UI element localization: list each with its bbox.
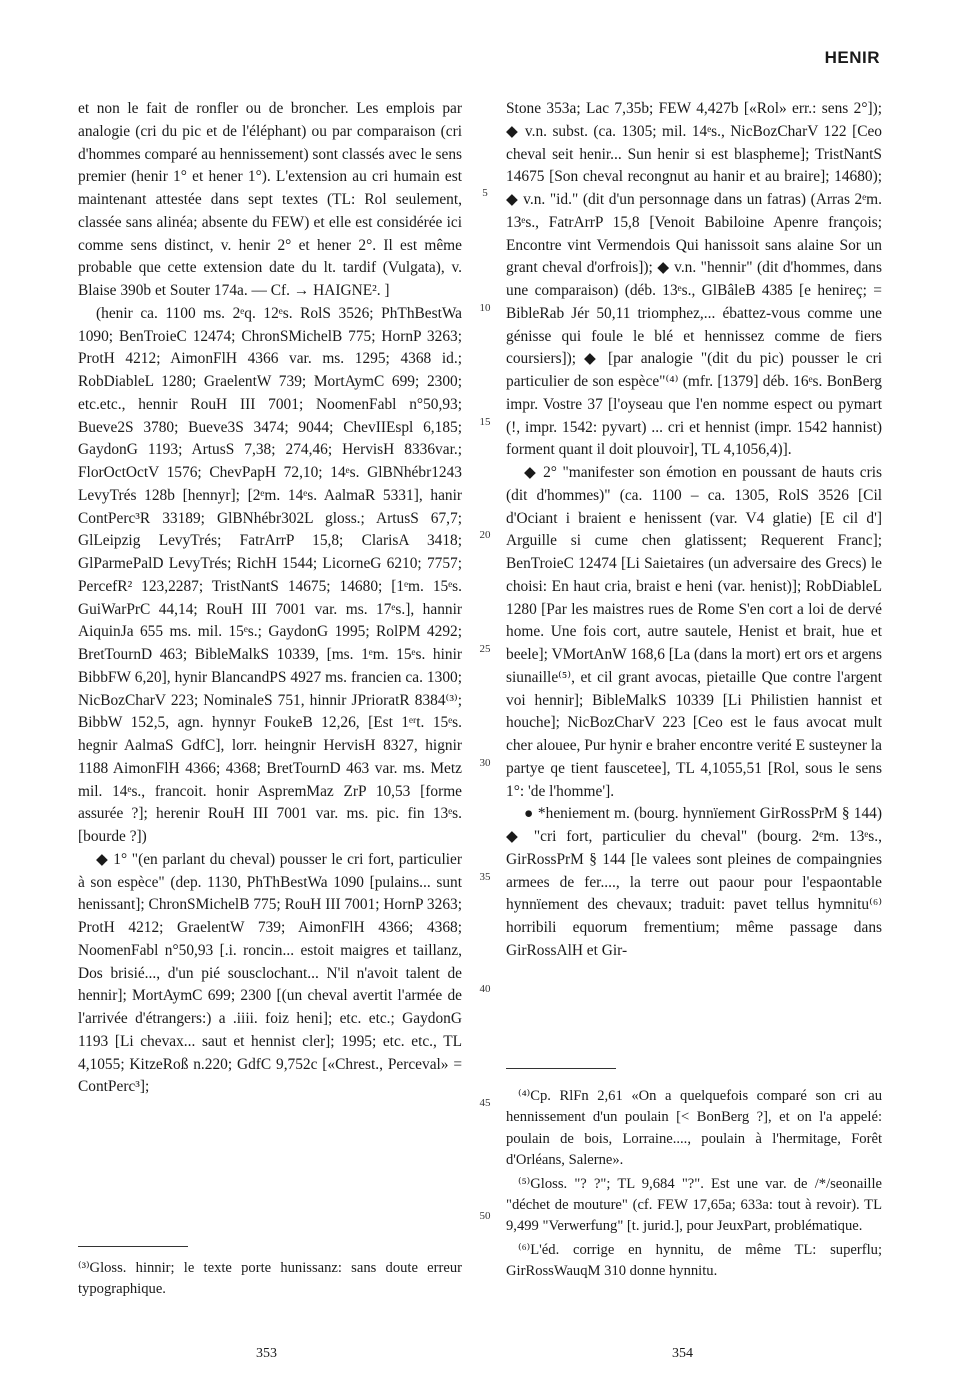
footnote-4: ⁽⁴⁾Cp. RlFn 2,61 «On a quelquefois comparé son cri au hennissement d'un poulain [< BonBerg ?], et on l'a appelé: poulain de bois, Lorraine...., poulain à l'hermitage, Forêt d'Orléans, Salerne».: [506, 1088, 882, 1169]
line-number: 25: [479, 643, 491, 655]
line-number: 20: [479, 529, 491, 541]
right-paragraph-sense-2: ◆ 2° "manifester son émotion en poussant de hauts cris (dit d'hommes)" (ca. 1100 – ca. 1305, RolS 3526 [Cil d'Ociant i braient e henissent (var. V4 glatie) [E cil d'] Arguille si cume chen glatissent; Requerent Franc]; BenTroieC 12474 [Li Saietaires (un adversaire des Grecs) le choisi: En haut cria, braist e heni (var. henist)]; RobDiableL 1280 [Par les maistres rues de Rome S'en cort a loi de dervé home. Une fois cort, autre sautele, Henist et brait, hue et beele]; VMortAnW 168,6 [La (dans la mort) ert ors et argens siunaille⁽⁵⁾, et cil grant avocas, pietaille Que contre l'argent voi hennir]; BibleMalkS 10339 [Li Philistien hannist et houche]; NicBozCharV 223 [Ceo est le faus avocat mult cher alouee, Pur hynir e braher encontre verité E susteyner la partye qe tient fauscetee], TL 4,1055,51 [Rol, sous le sens 1°: 'de l'homme'].: [506, 464, 882, 800]
left-paragraph-sense-1: ◆ 1° "(en parlant du cheval) pousser le cri fort, particulier à son espèce" (dep. 1130, PhThBestWa 1090 [pulains... sunt henissant]; ChronSMichelB 775; RouH III 7001; HornP 3263; ProtH 4212; GraelentW 739; AimonFlH 4366; 4368; NoomenFabl n°50,93 [.i. roncin... estoit maigres et taillanz, Dos brisié..., d'un pié sousclochant... N'il n'avoit talent de hennir]; MortAymC 699; 2300 [(un cheval avertit l'armée de l'arrivée d'étrangers:) a .iiii. foiz heni]; etc. etc.; GaydonG 1193 [Li chevax... saut et hennist cler]; 1995; etc. etc., TL 4,1055; KitzeRoß n.220; GdfC 9,752c [«Chrest., Perceval» = ContPerc³];: [78, 850, 462, 1096]
running-head: HENIR: [824, 48, 880, 67]
line-number: 35: [479, 871, 491, 883]
left-paragraph-intro: et non le fait de ronfler ou de broncher. Les emplois par analogie (cri du pic et de l'éléphant) ou par comparaison (cri d'hommes comparé au hennissement) sont classés avec le sens premier (henir 1° et hener 1°). L'extension au cri humain est maintenant attestée dans sept textes (TL: Rol seulement, classée sans alinéa; absente du FEW) et elle est considérée ici comme sens distinct, v. henir 2° et hener 2°. Il est même probable que cette extension date du lt. tardif (Vulgata), v. Blaise 390b et Souter 174a. — Cf. → HAIGNE². ]: [78, 100, 463, 299]
line-number: 45: [479, 1097, 491, 1109]
footnote-5: ⁽⁵⁾Gloss. "? ?"; TL 9,684 "?". Est une var. de /*/seonaille "déchet de mouture" (cf. FEW 17,65a; 633a: tout à revoir). TL 9,499 "Verwerfung" [t. jurid.], pour JeuxPart, problématique.: [506, 1175, 882, 1235]
footnote-separator-left: [78, 1246, 188, 1247]
footnote-separator-right: [506, 1068, 616, 1069]
left-column: [78, 98, 462, 1099]
right-paragraph-heniement: ● *heniement m. (bourg. hynnïement GirRossPrM § 144) ◆ "cri fort, particulier du cheval" (bourg. 2ᵉm. 13ᵉs., GirRossPrM § 144 [le valees sont pleines de compaingnies armees de fer...., la terre out paour pour l'espaontable hynnïement des chevaux; traduit: pavet tellus hymnitu⁽⁶⁾ horribili equorum frementium; même passage dans GirRossAlH et Gir-: [506, 805, 882, 959]
footnote-6: ⁽⁶⁾L'éd. corrige en hynnitu, de même TL: superflu; GirRossWauqM 310 donne hynnitu.: [506, 1241, 882, 1280]
page-number-right: 354: [672, 1346, 693, 1361]
line-number: 50: [479, 1210, 491, 1222]
line-number: 10: [479, 302, 491, 314]
line-number: 30: [479, 757, 491, 769]
line-number: 15: [479, 416, 491, 428]
footnote-left: ⁽³⁾Gloss. hinnir; le texte porte hunissanz: sans doute erreur typographique.: [78, 1260, 462, 1298]
left-paragraph-forms: (henir ca. 1100 ms. 2ᵉq. 12ᵉs. RolS 3526; PhThBestWa 1090; BenTroieC 12474; ChronSMichelB 775; HornP 3263; ProtH 4212; AimonFlH 4366 var. ms. 1295; 4368 id.; RobDiableL 1280; GraelentW 739; MortAymC 699; 2300; etc.etc., hennir RouH III 7001; NoomenFabl n°50,93; Bueve2S 3780; Bueve3S 3474; 9044; ChevIIEspl 6,185; GaydonG 1193; ArtusS 7,38; 274,46; HervisH 8336var.; FlorOctOctV 1576; ChevPapH 72,10; 14ᵉs. GlBNhébr1243 LevyTrés 128b [hennyr]; [2ᵉm. 14ᵉs. AalmaR 5331], hanir ContPerc³R 33189; GlBNhébr302L gloss.; ArtusS 67,7; GlLeipzig LevyTrés; FatrArrP 15,8; ClarisA 3418; GlParmePalD LevyTrés; RichH 1544; LicorneG 6210; 7757; PercefR² 123,2287; TristNantS 14675; 14680; [1ᵉm. 15ᵉs. GuiWarPrC 44,14; RouH III 7001 var. ms. 17ᵉs.], hannir AiquinJa 655 ms. mil. 15ᵉs.; GaydonG 1995; RolPM 4292; BretTournD 463; BibleMalkS 10339, [ms. 1ᵉm. 15ᵉs. hinir BibbFW 6,20], hynir BlancandPS 4927 ms. francien ca. 1300; NicBozCharV 223; NominaleS 751, hinnir JPrioratR 8384⁽³⁾; BibbW 152,5, agn. hynnyr FoukeB 12,26, [Est 1ᵉʳt. 15ᵉs. hegnir AalmaS GdfC], lorr. heingnir HervisH 8327, hignir 1188 AimonFlH 4366; 4368; BretTournD 463 var. ms. Metz mil. 14ᵉs., francoit. honir AspremMaz ZrP 10,53 [forme assurée ?]; herenir RouH III 7001 var. ms. pic. fin 13ᵉs. [bourde ?]): [78, 304, 462, 845]
right-column: [506, 98, 882, 963]
footnotes-right: [506, 1086, 882, 1285]
line-number: 5: [482, 187, 488, 199]
page-number-left: 353: [256, 1346, 277, 1361]
line-number: 40: [479, 983, 491, 995]
right-paragraph-continuation: Stone 353a; Lac 7,35b; FEW 4,427b [«Rol» err.: sens 2°]); ◆ v.n. subst. (ca. 1305; mil. 14ᵉs., NicBozCharV 122 [Ceo cheval seit henir... Sun henir si est blaspheme]; TristNantS 14675 [Son cheval recongnut au hanir et au braire]; 14680); ◆ v.n. "id." (dit d'un personnage dans un fatras) (Arras 2ᵉm. 13ᵉs., FatrArrP 15,8 [Venoit Babiloine Apenre françois; Encontre vint Vermendois Qui hanissoit sans alaine Sor un grant cheval d'orfrois]); ◆ v.n. "hennir" (dit d'hommes, dans une comparaison) (déb. 13ᵉs., GlBâleB 4385 [e henireç; = BibleRab Jér 50,11 triomphez,... ébattez-vous comme une génisse qui foule le blé et hennissez comme de fiers coursiers]); ◆ [par analogie "(dit du pic) pousser le cri particulier de son espèce"⁽⁴⁾ (mfr. [1379] déb. 16ᵉs. BonBerg impr. Vostre 37 [l'oyseau que l'en nomme espect ou pymart (!, impr. 1542: pyvart) ... cri et hennist (impr. 1542 hannist) forment quant il doit plouvoir], TL 4,1056,4)].: [506, 100, 882, 459]
